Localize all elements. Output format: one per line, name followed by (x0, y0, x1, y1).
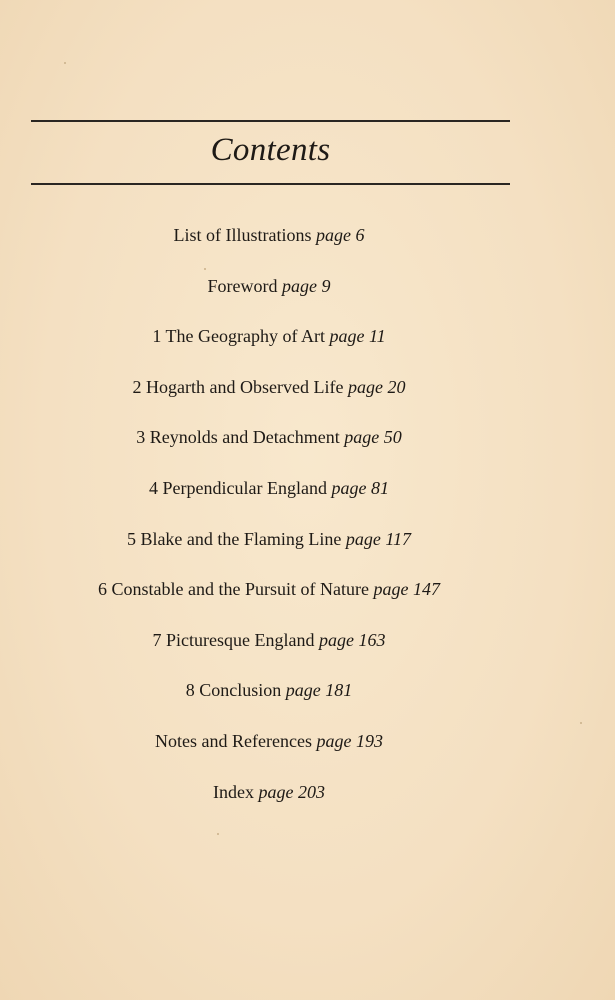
top-rule (31, 120, 510, 122)
toc-entry-page: page 193 (316, 730, 383, 751)
toc-entry (0, 370, 538, 421)
bottom-rule (31, 183, 510, 185)
toc-entry-title: Notes and References (155, 730, 312, 751)
toc-entry-page: page 20 (347, 376, 406, 397)
toc-entry-page: page 203 (258, 781, 325, 802)
toc-entry-page: page 181 (285, 680, 353, 701)
toc-entry-title: Foreword (207, 275, 278, 296)
toc-entry-title: 2 Hogarth and Observed Life (132, 376, 344, 397)
toc-entry (0, 319, 538, 370)
paper-speck (204, 268, 206, 270)
toc-entry (0, 775, 538, 826)
toc-entry-title: 5 Blake and the Flaming Line (126, 528, 342, 549)
toc-entry-title: 3 Reynolds and Detachment (136, 427, 340, 448)
toc-entry (0, 471, 538, 522)
toc-entry (0, 673, 538, 724)
paper-speck (64, 62, 66, 64)
toc-entry-title: List of Illustrations (173, 225, 312, 245)
toc-entry (0, 572, 538, 623)
contents-heading: Contents (210, 132, 331, 168)
toc-entry-title: 8 Conclusion (185, 680, 282, 701)
toc-entry (0, 522, 538, 573)
toc-entry-page: page 9 (282, 275, 331, 296)
paper-speck (580, 722, 582, 724)
toc-entry-page: page 147 (373, 579, 440, 600)
toc-entry-title: 7 Picturesque England (152, 629, 315, 650)
toc-entry-title: 4 Perpendicular England (149, 477, 327, 498)
toc-entry (0, 420, 538, 471)
toc-entry-page: page 6 (316, 225, 365, 245)
toc-entry (0, 623, 538, 674)
paper-speck (217, 833, 219, 835)
toc-entry-page: page 11 (329, 326, 386, 347)
table-of-contents (0, 218, 538, 825)
toc-entry-page: page 50 (344, 427, 402, 448)
toc-entry-page: page 163 (318, 629, 386, 650)
toc-entry-title: 6 Constable and the Pursuit of Nature (98, 579, 369, 600)
toc-entry (0, 724, 538, 775)
toc-entry-title: Index (213, 781, 254, 802)
toc-entry (0, 269, 538, 320)
toc-entry-page: page 117 (345, 528, 412, 549)
toc-entry-page: page 81 (331, 477, 389, 498)
toc-entry-title: 1 The Geography of Art (152, 326, 325, 347)
toc-entry (0, 218, 538, 269)
